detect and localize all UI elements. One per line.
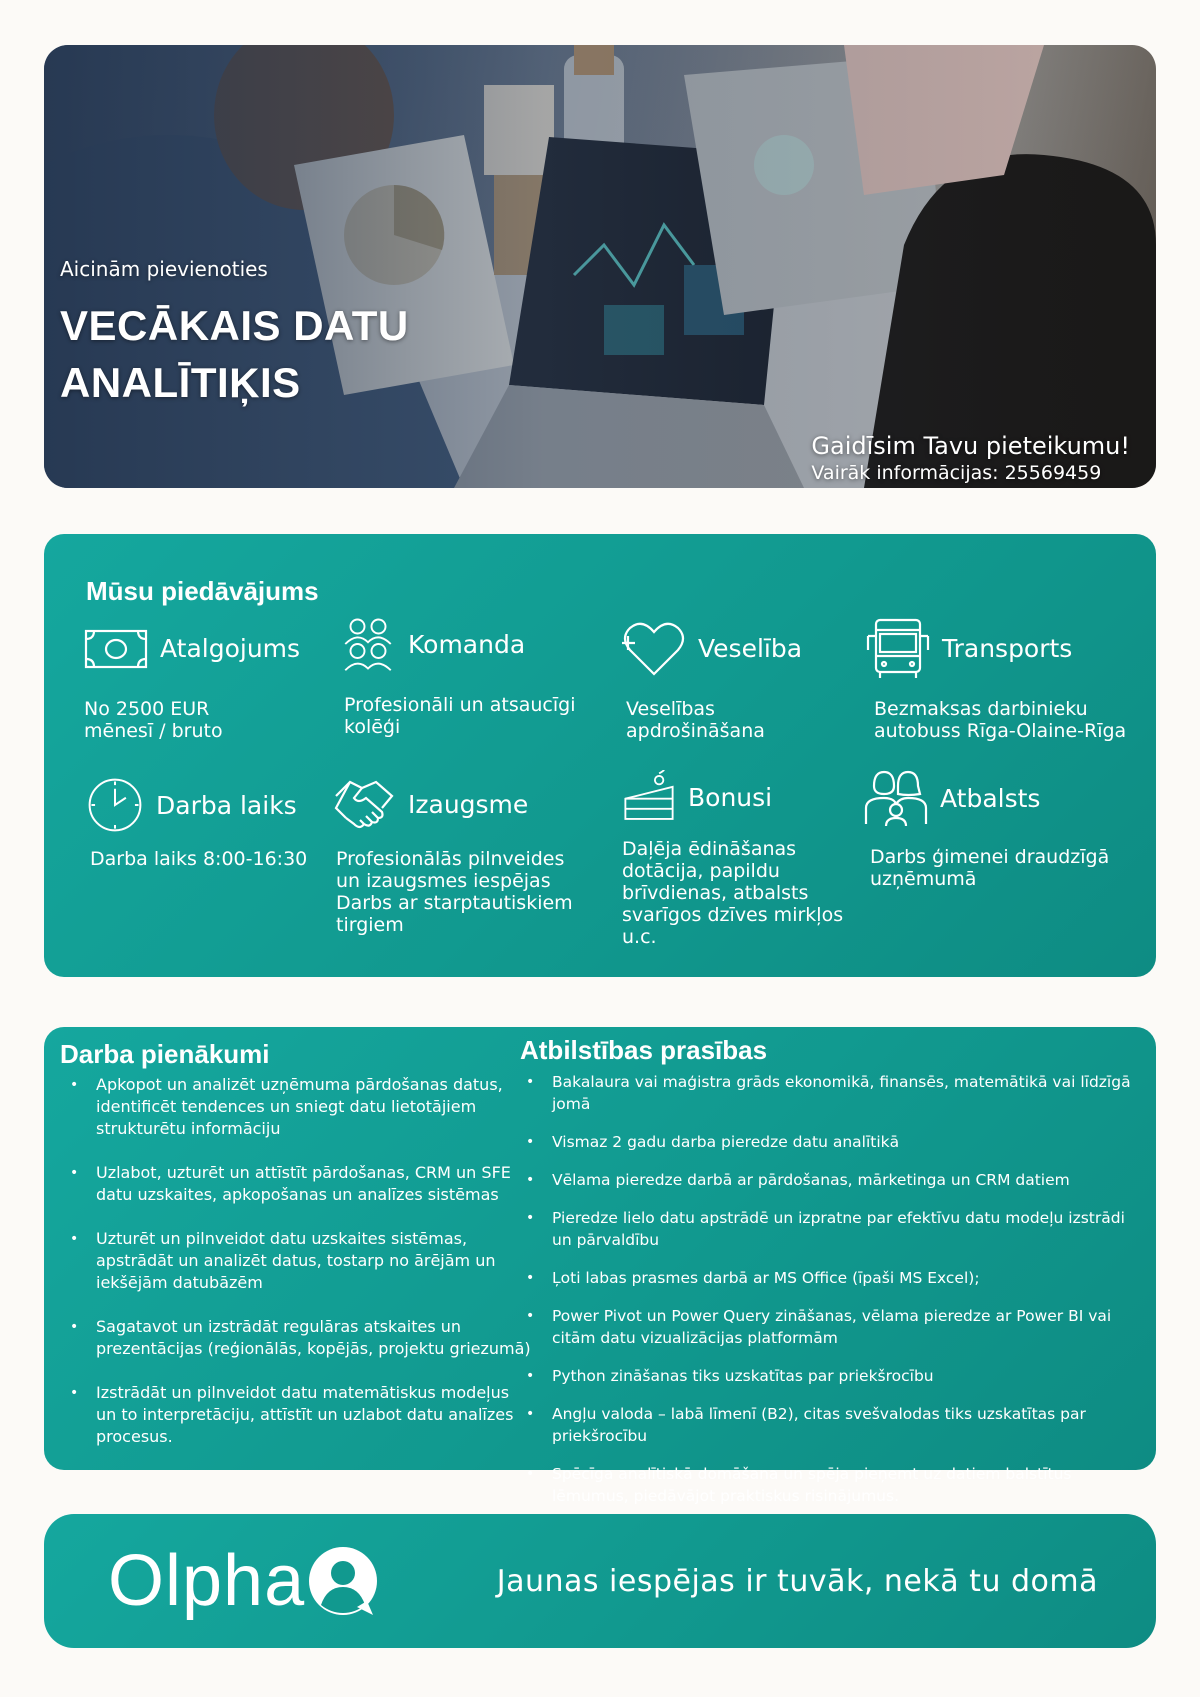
list-item: • Uzturēt un pilnveidot datu uzskaites sistēmas, apstrādāt un analizēt datus, tostarp no ārējām un iekšējām datubāzēm	[64, 1228, 534, 1294]
tagline: Jaunas iespējas ir tuvāk, nekā tu domā	[496, 1564, 1098, 1599]
application-invite: Gaidīsim Tavu pieteikumu!	[811, 432, 1130, 460]
offer-item-name: Izaugsme	[408, 789, 529, 819]
offer-item-name: Bonusi	[688, 782, 773, 812]
offer-item-team	[340, 616, 575, 738]
offer-item-working-hours	[86, 776, 307, 870]
team-icon	[340, 616, 396, 672]
offer-item-name: Veselība	[698, 633, 803, 663]
offer-item-desc: uzņēmumā	[870, 868, 977, 890]
list-item: • Power Pivot un Power Query zināšanas, vēlama pieredze ar Power BI vai citām datu vizualizācijas platformām	[520, 1305, 1140, 1349]
list-item: • Vēlama pieredze darbā ar pārdošanas, mārketinga un CRM datiem	[520, 1169, 1140, 1191]
hero-banner	[44, 45, 1156, 488]
offer-item-name: Darba laiks	[156, 790, 297, 820]
list-item: • Apkopot un analizēt uzņēmuma pārdošanas datus, identificēt tendences un sniegt datu lietotājiem strukturētu informāciju	[64, 1074, 534, 1140]
olpha-logo	[108, 1540, 379, 1622]
offer-item-bonuses	[622, 770, 843, 948]
list-item: • Sagatavot un izstrādāt regulāras atskaites un prezentācijas (reģionālās, kopējās, projektu griezumā)	[64, 1316, 534, 1360]
list-item: • Angļu valoda – labā līmenī (B2), citas svešvalodas tiks uzskatītas par priekšrocību	[520, 1403, 1140, 1447]
offer-item-desc: Profesionālās pilnveides	[336, 848, 565, 870]
job-title-line-2: ANALĪTIĶIS	[60, 359, 301, 406]
banknote-icon	[84, 616, 148, 680]
offer-item-name: Atbalsts	[940, 783, 1041, 813]
clock-icon	[86, 776, 144, 834]
offer-item-desc: apdrošināšana	[626, 720, 765, 742]
list-item: • Uzlabot, uzturēt un attīstīt pārdošanas, CRM un SFE datu uzskaites, apkopošanas un analīzes sistēmas	[64, 1162, 534, 1206]
family-icon	[864, 766, 928, 830]
requirements-list	[520, 1071, 1140, 1523]
cake-icon	[622, 770, 676, 824]
hero-eyebrow: Aicinām pievienoties	[60, 257, 268, 281]
offer-item-name: Transports	[942, 633, 1073, 663]
list-item: • Ļoti labas prasmes darbā ar MS Office (īpaši MS Excel);	[520, 1267, 1140, 1289]
offer-item-desc: dotācija, papildu	[622, 860, 780, 882]
offer-item-desc: Darbs ģimenei draudzīgā	[870, 846, 1110, 868]
offer-item-salary	[84, 616, 300, 742]
list-item: • Python zināšanas tiks uzskatītas par priekšrocību	[520, 1365, 1140, 1387]
offer-item-growth	[332, 772, 573, 936]
duties-list	[64, 1074, 534, 1470]
offer-item-name: Atalgojums	[160, 633, 301, 663]
offer-item-desc: Daļēja ēdināšanas	[622, 838, 797, 860]
offer-item-desc: Veselības	[626, 698, 715, 720]
offer-item-desc: kolēģi	[344, 716, 401, 738]
offer-item-desc: Darba laiks 8:00-16:30	[90, 848, 308, 870]
offer-item-desc: un izaugsmes iespējas	[336, 870, 551, 892]
offer-item-health	[622, 616, 802, 742]
offer-item-desc: mēnesī / bruto	[84, 720, 223, 742]
offer-item-desc: Profesionāli un atsaucīgi	[344, 694, 576, 716]
job-title-line-1: VECĀKAIS DATU	[60, 302, 409, 349]
hero-text-block	[60, 257, 409, 411]
contact-phone: Vairāk informācijas: 25569459	[811, 462, 1102, 484]
offer-item-desc: u.c.	[622, 926, 657, 948]
person-logo-icon	[307, 1545, 379, 1617]
offer-item-desc: svarīgos dzīves mirkļos	[622, 904, 844, 926]
list-item: • Pieredze lielo datu apstrādē un izpratne par efektīvu datu modeļu izstrādi un pārvaldību	[520, 1207, 1140, 1251]
hero-call-to-action	[811, 432, 1130, 484]
offer-item-desc: tirgiem	[336, 914, 404, 936]
offer-item-desc: Bezmaksas darbinieku	[874, 698, 1088, 720]
offer-item-desc: No 2500 EUR	[84, 698, 210, 720]
offer-panel	[44, 534, 1156, 977]
offer-item-desc: Darbs ar starptautiskiem	[336, 892, 573, 914]
footer-banner	[44, 1514, 1156, 1648]
list-item: • Spēcīga analītiskā domāšana un spēja pieņemt uz datiem balstītus lēmumus, piedāvājot praktiskus risinājumus.	[520, 1463, 1140, 1507]
bus-icon	[866, 616, 930, 680]
handshake-icon	[332, 772, 396, 836]
list-item: • Bakalaura vai maģistra grāds ekonomikā, finansēs, matemātikā vai līdzīgā jomā	[520, 1071, 1140, 1115]
offer-item-desc: autobuss Rīga-Olaine-Rīga	[874, 720, 1127, 742]
list-item: • Vismaz 2 gadu darba pieredze datu analītikā	[520, 1131, 1140, 1153]
job-title	[60, 297, 409, 411]
duties-requirements-panel	[44, 1027, 1156, 1505]
duties-title: Darba pienākumi	[60, 1039, 270, 1069]
offer-item-support	[864, 766, 1109, 890]
list-item: • Izstrādāt un pilnveidot datu matemātiskus modeļus un to interpretāciju, attīstīt un uzlabot datu analīzes procesus.	[64, 1382, 534, 1448]
offer-title: Mūsu piedāvājums	[86, 576, 319, 606]
requirements-title: Atbilstības prasības	[520, 1035, 768, 1065]
offer-item-desc: brīvdienas, atbalsts	[622, 882, 809, 904]
logo-wordmark: Olpha	[108, 1541, 306, 1621]
heart-plus-icon	[622, 616, 686, 680]
offer-item-transport	[866, 616, 1126, 742]
offer-item-name: Komanda	[408, 629, 526, 659]
